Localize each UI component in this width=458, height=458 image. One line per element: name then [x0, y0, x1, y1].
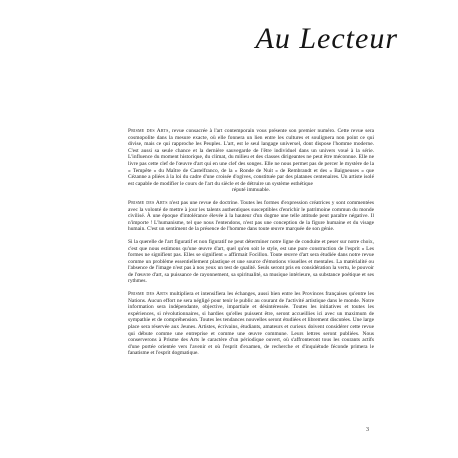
body-text: [128, 128, 374, 363]
paragraph-lead: Prisme des Arts: [128, 128, 169, 134]
paragraph-1: [128, 128, 374, 194]
paragraph-text: , revue consacrée à l'art contemporain vous présente son premier numéro. Cette revue sera cosmopolite dans la mesure exacte, où elle fonnera un lien entre les cultures et soulignera non point ce qui divise, mais ce qui rapproche les Peuples. L'art, est le seul langage universel, dont dispose l'homme moderne. C'est aussi sa seule chance et la dernière sauvegarde de l'être individuel dans un univers voué à la série. L'influence du moment historique, du climat, du milieu et des classes dirigeantes ne peut être méconnue. Elle ne livre pas cette clef de l'œuvre d'art qui en une clef des songes. Elle ne nous permet pas de percer le mystère de la « Tempête » du Maître de Castelfranco, de la « Ronde de Nuit » de Rembrandt et des « Baigneuses » que Cézanne a pliées à la loi du cadre d'une croisée d'ogives, constituée par des platanes centenaires. Un artiste isolé est capable de modifier le cours de l'art du siècle et de détruire un système esthétique: [128, 128, 374, 187]
paragraph-4: [128, 291, 374, 357]
paragraph-2: [128, 200, 374, 233]
paragraph-lead: Prisme des Arts: [128, 291, 168, 298]
paragraph-text: Si la querelle de l'art figuratif et non figuratif ne peut déterminer notre ligne de conduite et peser sur notre choix, c'est que nous estimons qu'une œuvre d'art, quel qu'en soit le style, est une pure construction de l'esprit « Les formes ne signifient pas. Elles se signifient » affirmait Focillon. Toute œuvre d'art sera étudiée dans notre revue comme un problème essentiellement plastique et une source d'émotions visuelles et mentales. La matérialité ou l'absence de l'image n'est pas à nos yeux un test de qualité. Seuls seront pris en considération la vertu, le pouvoir de l'œuvre d'art, sa puissance de rayonnement, sa spiritualité, sa musique intérieure, sa substance poétique et ses rythmes.: [128, 238, 374, 285]
paragraph-text: n'est pas une revue de doctrine. Toutes les formes d'expression créatrices y sont commentées avec la volonté de mettre à jour les talents authentiques susceptibles d'enrichir le patrimoine commun du monde civilisé. À une époque d'intolérance élevée à la hauteur d'un dogme une telle attitude peut paraître négative. Il n'importe ! L'humanisme, tel que nous l'entendons, n'est pas une conception de la figure humaine et du visage humain. C'est un sentiment de la présence de l'homme dans toute œuvre marquée de son génie.: [128, 199, 374, 233]
page-number: 3: [366, 427, 369, 433]
paragraph-3: [128, 239, 374, 285]
paragraph-text: multipliera et intensifiera les échanges, aussi bien entre les Provinces françaises qu'entre les Nations. Aucun effort ne sera négligé pour tenir le public au courant de l'activité artistique dans le monde. Notre information sera indépendante, objective, impartiale et désintéressée. Toutes les initiatives et toutes les expériences, si révolutionnaires, si hardies qu'elles puissent être, seront accueillies ici avec un maximum de sympathie et de compréhension. Toutes les tendances nouvelles seront étudiées et librement discutées. Une large place sera réservée aux Jeunes. Artistes, écrivains, étudiants, amateurs et curieux doivent considérer cette revue qui débute comme une entreprise et comme une œuvre commune. Leurs lettres seront publiées. Nous conserverons à Prisme des Arts le caractère d'un périodique ouvert, où s'affronteront tous les courants actifs d'une portée orientée vers l'avenir et où l'esprit d'examen, de recherche et d'inquiétude féconde primera le fanatisme et l'esprit dogmatique.: [128, 291, 374, 357]
paragraph-lead: Prisme des Arts: [128, 199, 168, 206]
paragraph-tail: réputé immuable.: [231, 187, 271, 194]
page-title: Au Lecteur: [255, 22, 398, 55]
